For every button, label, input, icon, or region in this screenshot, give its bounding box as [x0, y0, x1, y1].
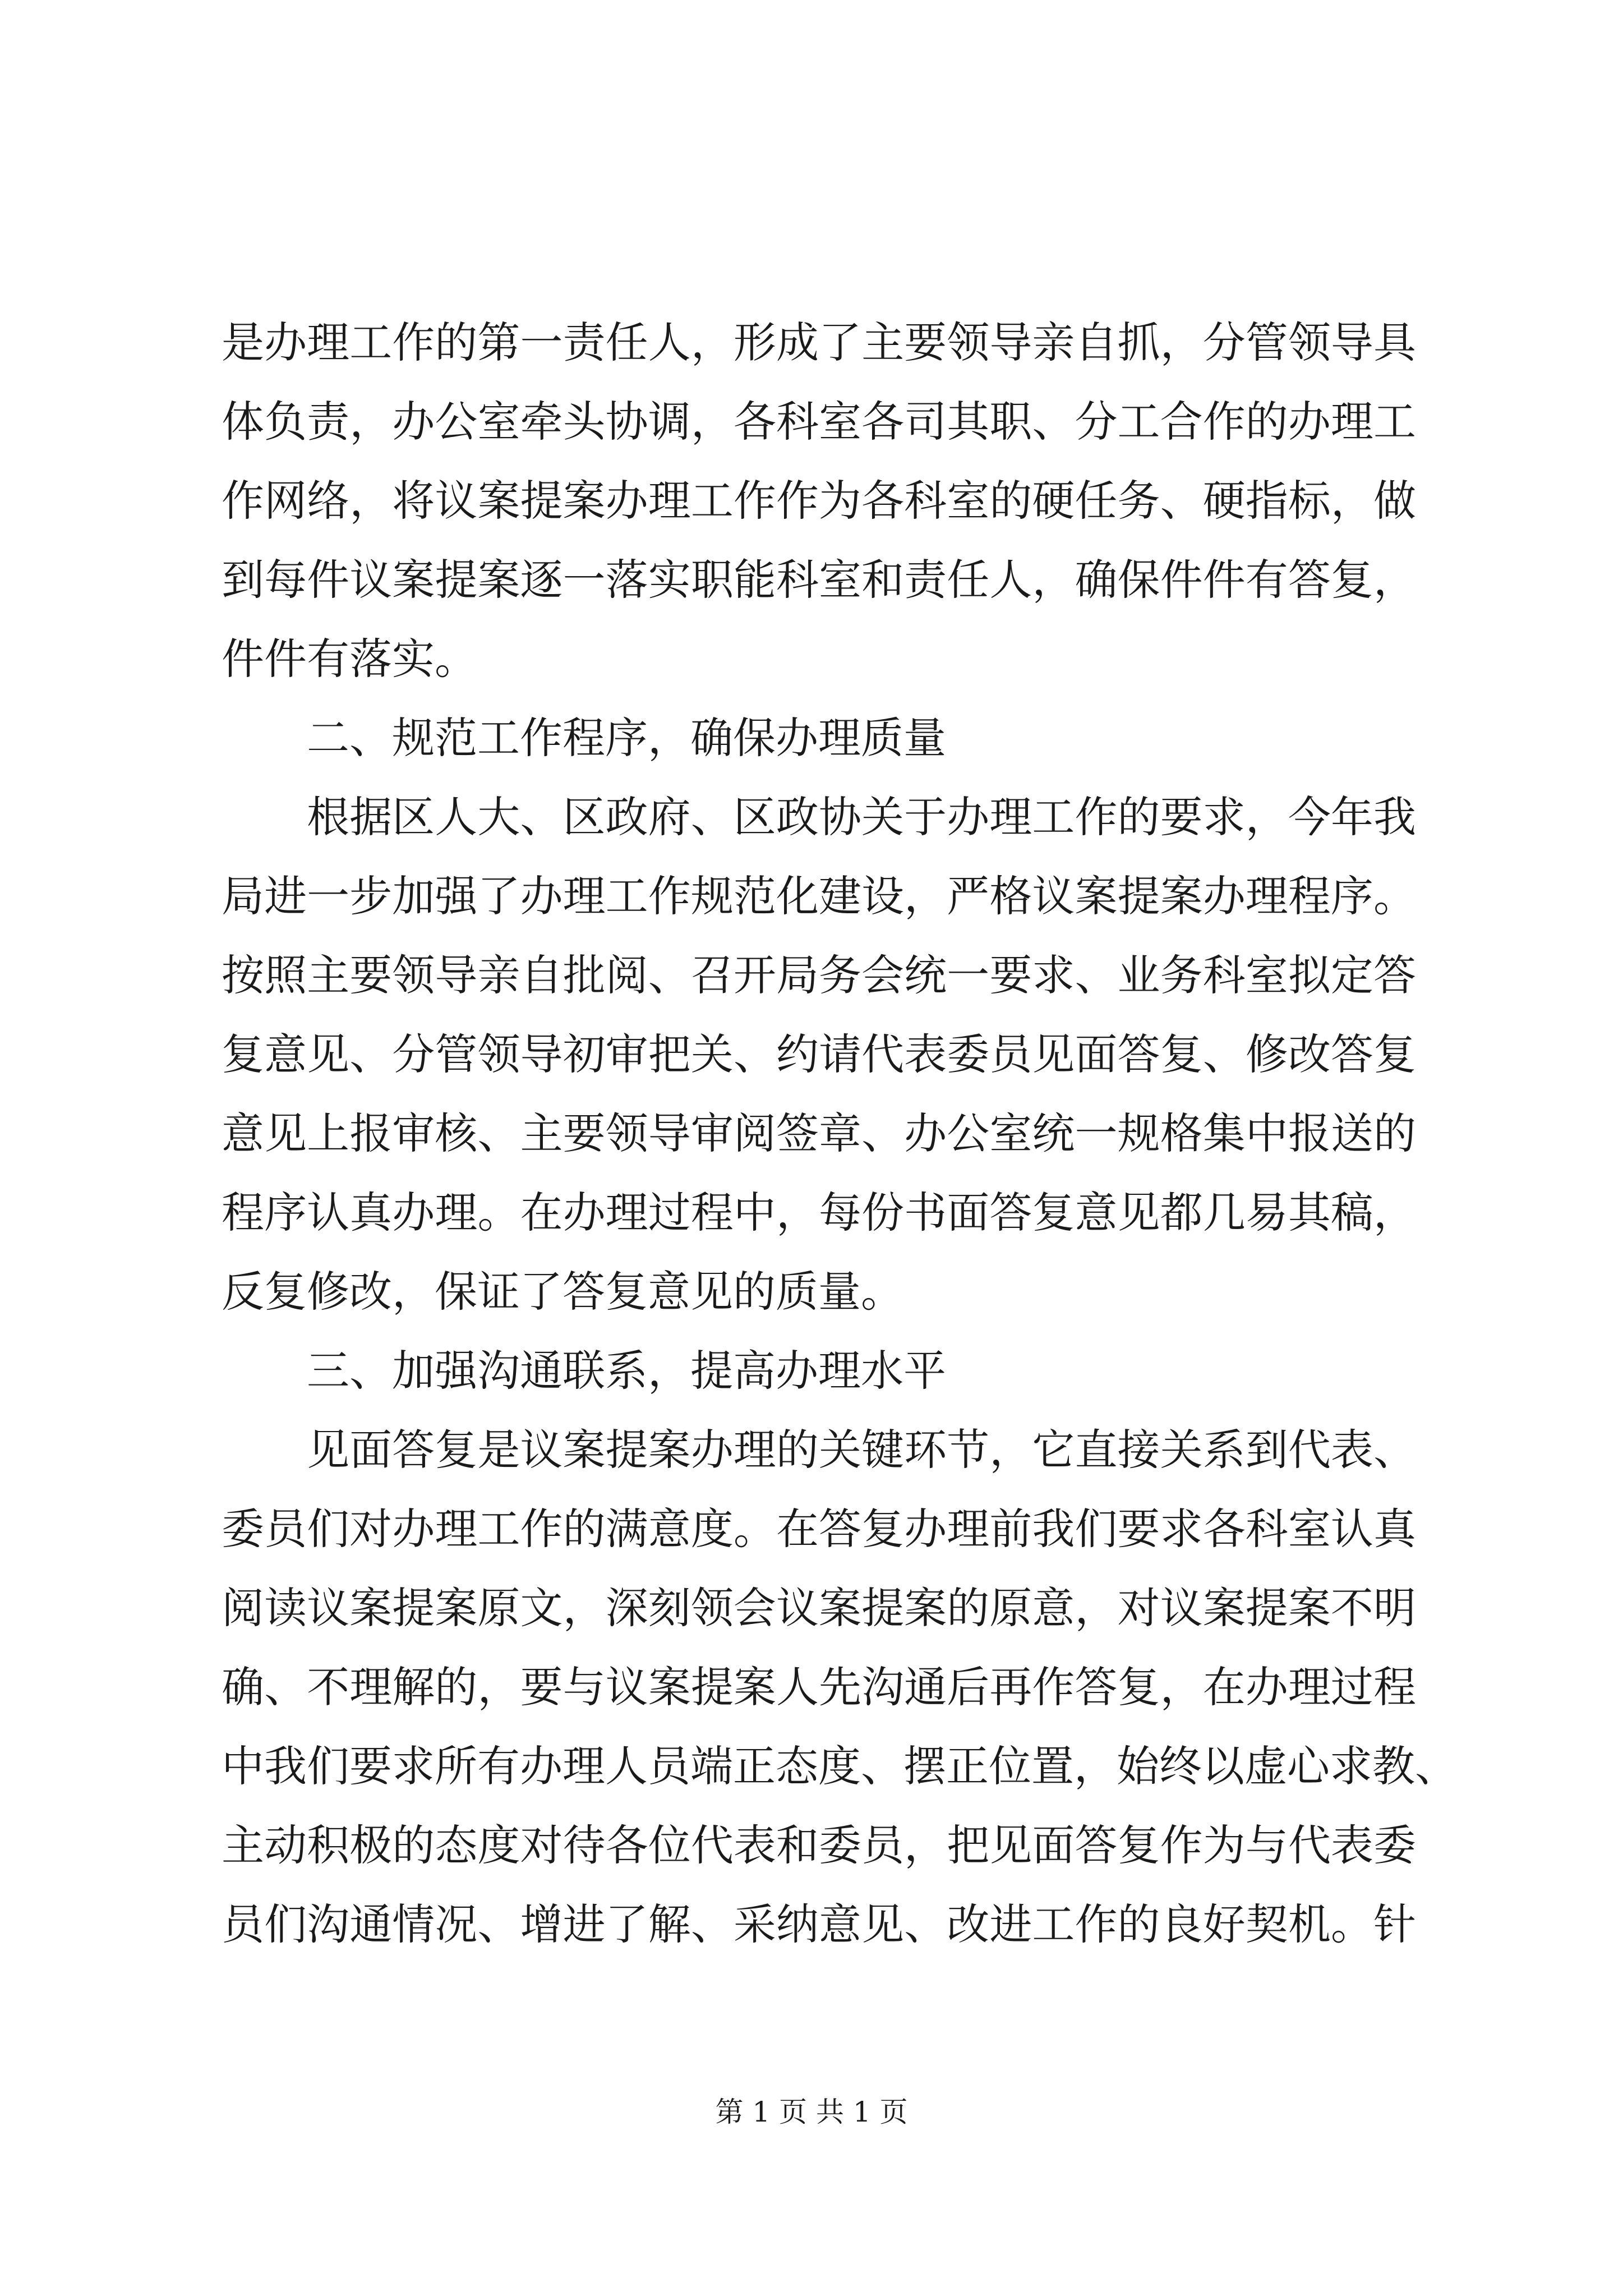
text-line: 体负责，办公室牵头协调，各科室各司其职、分工合作的办理工 [222, 397, 1416, 447]
page-footer: 第 1 页 共 1 页 [715, 2096, 908, 2128]
text-line: 三、加强沟通联系，提高办理水平 [307, 1346, 946, 1396]
text-line: 作网络，将议案提案办理工作作为各科室的硬任务、硬指标，做 [222, 476, 1416, 526]
text-line: 阅读议案提案原文，深刻领会议案提案的原意，对议案提案不明 [222, 1583, 1416, 1633]
document-body [222, 303, 1458, 1964]
text-line: 到每件议案提案逐一落实职能科室和责任人，确保件件有答复， [222, 555, 1416, 605]
text-line: 程序认真办理。在办理过程中，每份书面答复意见都几易其稿， [222, 1188, 1416, 1237]
text-line: 件件有落实。 [222, 634, 477, 684]
text-line: 委员们对办理工作的满意度。在答复办理前我们要求各科室认真 [222, 1504, 1416, 1554]
text-line: 复意见、分管领导初审把关、约请代表委员见面答复、修改答复 [222, 1029, 1416, 1079]
text-line: 中我们要求所有办理人员端正态度、摆正位置，始终以虚心求教、 [222, 1741, 1458, 1791]
text-line: 员们沟通情况、增进了解、采纳意见、改进工作的良好契机。针 [222, 1899, 1416, 1949]
text-line: 见面答复是议案提案办理的关键环节，它直接关系到代表、 [307, 1425, 1416, 1475]
text-line: 是办理工作的第一责任人，形成了主要领导亲自抓，分管领导具 [222, 318, 1416, 367]
text-line: 意见上报审核、主要领导审阅签章、办公室统一规格集中报送的 [222, 1108, 1416, 1158]
text-line: 根据区人大、区政府、区政协关于办理工作的要求，今年我 [307, 792, 1416, 842]
text-line: 按照主要领导亲自批阅、召开局务会统一要求、业务科室拟定答 [222, 950, 1416, 1000]
text-line: 主动积极的态度对待各位代表和委员，把见面答复作为与代表委 [222, 1820, 1416, 1870]
text-line: 反复修改，保证了答复意见的质量。 [222, 1267, 903, 1317]
text-line: 局进一步加强了办理工作规范化建设，严格议案提案办理程序。 [222, 871, 1416, 921]
text-line: 确、不理解的，要与议案提案人先沟通后再作答复，在办理过程 [222, 1662, 1416, 1712]
text-line: 二、规范工作程序，确保办理质量 [307, 713, 946, 763]
